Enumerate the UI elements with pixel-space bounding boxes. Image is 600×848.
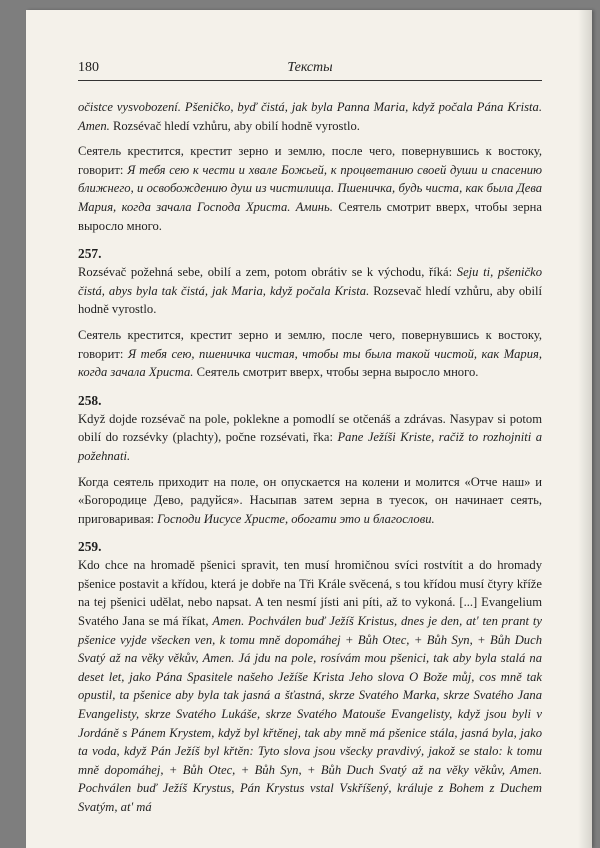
page-edge-shadow <box>578 10 592 848</box>
page-body <box>78 98 542 817</box>
text-run: Rozsévač hledí vzhůru, aby obilí hodně vyrostlo. <box>109 118 360 133</box>
text-run: Když dojde rozsévač na pole, poklekne a pomodlí se otčenáš a zdrávas. Nasypav si potom obilí do rozsévky (plachty), počne rozsévati, řka: <box>78 411 542 445</box>
page-number: 180 <box>78 60 99 75</box>
text-run: Сеятель крестится, крестит зерно и землю, после чего, повернувшись к востоку, говорит: <box>78 144 542 177</box>
italic-quote: Amen. Pochválen buď Ježíš Kristus, dnes je den, at' ten prant ty pšenice vyjde všecken ven, k tomu mně dopomáhej + Bůh Otec, + Bůh Syn, + Bůh Duch Svatý až na věky věkův, Amen. Já jdu na pole, rosívám mou pšenici, tak aby byla stalá na deset let, jako Pána Spasitele našeho Ježíše Krista Jeho slova O Bože můj, cos mně tak opustil, ta pšenice aby byla tak jasná a šťastná, skrze Svatého Marka, skrze Svatého Jana Evangelisty, skrze Svatého Lukáše, skrze Svatého Matouše Evangelisty, když jsou byli v Jordáně s Pánem Krystem, když byl křtěnej, tak aby mně má pšenice stála, jasná byla, jako ta voda, když Pán Ježíš byl křtěn: Tyto slova jsou všecky pravdivý, jakož se stalo: k tomu mně dopomáhej, + Bůh Otec, + Bůh Syn, + Bůh Duch Svatý až na věky věkův, Amen. Pochválen buď Ježíš Krystus, Pán Krystus vstal Vskříšený, králuje z Bohem z Duchem Svatým, at' má <box>78 614 542 814</box>
italic-quote: Я тебя сею, пшеничка чистая, чтобы ты была такой чистой, как Мария, когда зачала Христа. <box>78 346 542 380</box>
czech-original-paragraph <box>78 263 542 319</box>
italic-quote: Я тебя сею к чести и хвале Божьей, к процветанию своей души и спасению ближнего, и освобождению душ из чистилища. Пшеничка, будь чиста, как была Дева Мария, когда зачала Господа Христа. Аминь. <box>78 162 542 214</box>
paragraph-gap <box>78 135 542 142</box>
text-run: Сеятель смотрит вверх, чтобы зерна выросло много. <box>193 365 479 380</box>
text-run: Kdo chce na hromadě pšenici spravit, ten musí hromičnou svíci rostvítit a do hromady pšenice postavit a křídou, která je dobře na Tři Krále svěcená, s tou křídou musí čtyry kříže na tej pšenici udělat, nebo napsat. A ten nesmí jísti ani píti, až to vykoná. [...] Evangelium Svatého Jana se má říkat, <box>78 558 542 629</box>
russian-translation-paragraph <box>78 326 542 382</box>
czech-original-paragraph <box>78 98 542 135</box>
section-number: 258. <box>78 392 102 408</box>
text-run: Когда сеятель приходит на поле, он опускается на колени и молится «Отче наш» и «Богородице Дево, радуйся». Насыпав затем зерна в туесок, он начинает сеять, приговаривая: <box>78 474 542 526</box>
italic-quote: Seju ti, pšeničko čistá, abys byla tak čistá, jak Maria, když počala Krista. <box>78 265 542 298</box>
text-run: Rozsévač požehná sebe, obilí a zem, potom obrátiv se k východu, říká: <box>78 265 457 280</box>
section-number: 257. <box>78 246 102 262</box>
section-number: 259. <box>78 539 102 555</box>
text-run: Сеятель смотрит вверх, чтобы зерна выросло много. <box>78 199 542 233</box>
italic-quote: Pane Ježíši Kriste, račiž to rozhojniti a požehnati. <box>78 430 542 463</box>
running-title: Тексты <box>287 60 333 75</box>
book-page <box>26 10 592 848</box>
italic-quote: Господи Иисусе Христе, обогати это и благослови. <box>157 511 435 526</box>
czech-original-paragraph <box>78 556 542 816</box>
text-run: Сеятель крестится, крестит зерно и землю, после чего, повернувшись к востоку, говорит: <box>78 327 542 361</box>
running-header <box>78 58 542 81</box>
paragraph-gap <box>78 319 542 326</box>
russian-translation-paragraph <box>78 473 542 529</box>
czech-original-paragraph <box>78 410 542 466</box>
paragraph-gap <box>78 466 542 473</box>
italic-quote: očistce vysvobození. Pšeničko, byď čistá, jak byla Panna Maria, když počala Pána Krista. Amen. <box>78 100 542 133</box>
text-run: Rozsevač hledí vzhůru, aby obilí hodně vyrostlo. <box>78 283 542 317</box>
russian-translation-paragraph <box>78 142 542 235</box>
